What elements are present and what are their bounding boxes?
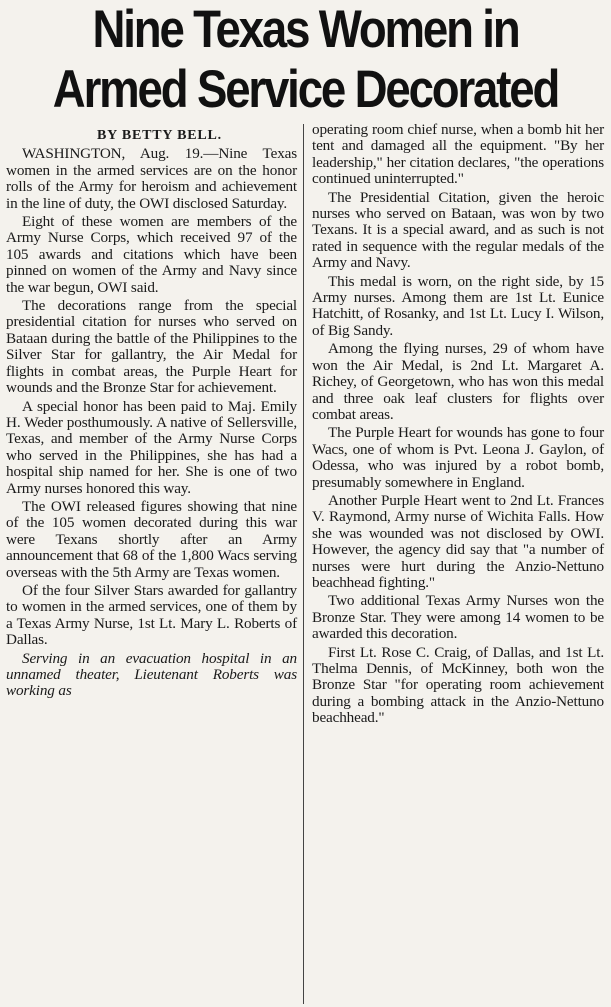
left-column — [6, 128, 297, 702]
paragraph: WASHINGTON, Aug. 19.—Nine Texas women in the armed services are on the honor rolls of the Army for heroism and achievement in the line of duty, the OWI disclosed Saturday. — [6, 145, 297, 212]
paragraph: Eight of these women are members of the Army Nurse Corps, which received 97 of the 105 awards and citations which have been pinned on women of the Army and Navy since the war begun, OWI said. — [6, 213, 297, 296]
right-column — [312, 122, 604, 729]
paragraph: First Lt. Rose C. Craig, of Dallas, and 1st Lt. Thelma Dennis, of McKinney, both won the Bronze Star "for operating room achievement during a bombing attack in the Anzio-Nettuno beachhead." — [312, 643, 604, 727]
paragraph-continued: operating room chief nurse, when a bomb hit her tent and damaged all the equipment. "By her leadership," her citation declares, "the operations continued uninterrupted." — [312, 121, 604, 188]
paragraph: Serving in an evacuation hospital in an unnamed theater, Lieutenant Roberts was working as — [6, 649, 297, 700]
headline — [43, 0, 568, 120]
paragraph: The Purple Heart for wounds has gone to four Wacs, one of whom is Pvt. Leona J. Gaylon, of Odessa, who was injured by a robot bomb, presumably somewhere in England. — [312, 424, 604, 491]
paragraph: Two additional Texas Army Nurses won the Bronze Star. They were among 14 women to be awarded this decoration. — [312, 592, 604, 643]
headline-line-2: Armed Service Decorated — [52, 60, 559, 119]
paragraph: Another Purple Heart went to 2nd Lt. Frances V. Raymond, Army nurse of Wichita Falls. How she was wounded was not disclosed by OWI. However, the agency did say that "a number of nurses were hurt during the Anzio-Nettuno beachhead fighting." — [312, 491, 604, 591]
paragraph: The Presidential Citation, given the heroic nurses who served on Bataan, was won by two Texans. It is a special award, and as such is not rated in sequence with the regular medals of the Army and Navy. — [312, 188, 604, 272]
headline-line-1: Nine Texas Women in — [92, 0, 519, 59]
paragraph: The OWI released figures showing that nine of the 105 women decorated during this war were Texans shortly after an Army announcement that 68 of the 1,800 Wacs serving overseas with the 5th Army are Texas women. — [6, 497, 297, 581]
paragraph: This medal is worn, on the right side, by 15 Army nurses. Among them are 1st Lt. Eunice Hatchitt, of Rosanky, and 1st Lt. Lucy I. Wilson, of Big Sandy. — [312, 272, 604, 339]
paragraph: A special honor has been paid to Maj. Emily H. Weder posthumously. A native of Sellersville, Texas, and member of the Army Nurse Corps who served in the Philippines, she has had a hospital ship named for her. She is one of two Army nurses honored this way. — [6, 397, 297, 497]
paragraph: The decorations range from the special presidential citation for nurses who served on Bataan during the battle of the Philippines to the Silver Star for gallantry, the Air Medal for flights in combat areas, the Purple Heart for wounds and the Bronze Star for achievement. — [6, 297, 297, 397]
paragraph: Of the four Silver Stars awarded for gallantry to women in the armed services, one of them by a Texas Army Nurse, 1st Lt. Mary L. Roberts of Dallas. — [6, 581, 297, 649]
byline: BY BETTY BELL. — [97, 128, 222, 143]
paragraph: Among the flying nurses, 29 of whom have won the Air Medal, is 2nd Lt. Margaret A. Richey, of Georgetown, who has won this medal and three oak leaf clusters for flights over combat areas. — [312, 340, 604, 423]
column-divider — [303, 124, 304, 1004]
